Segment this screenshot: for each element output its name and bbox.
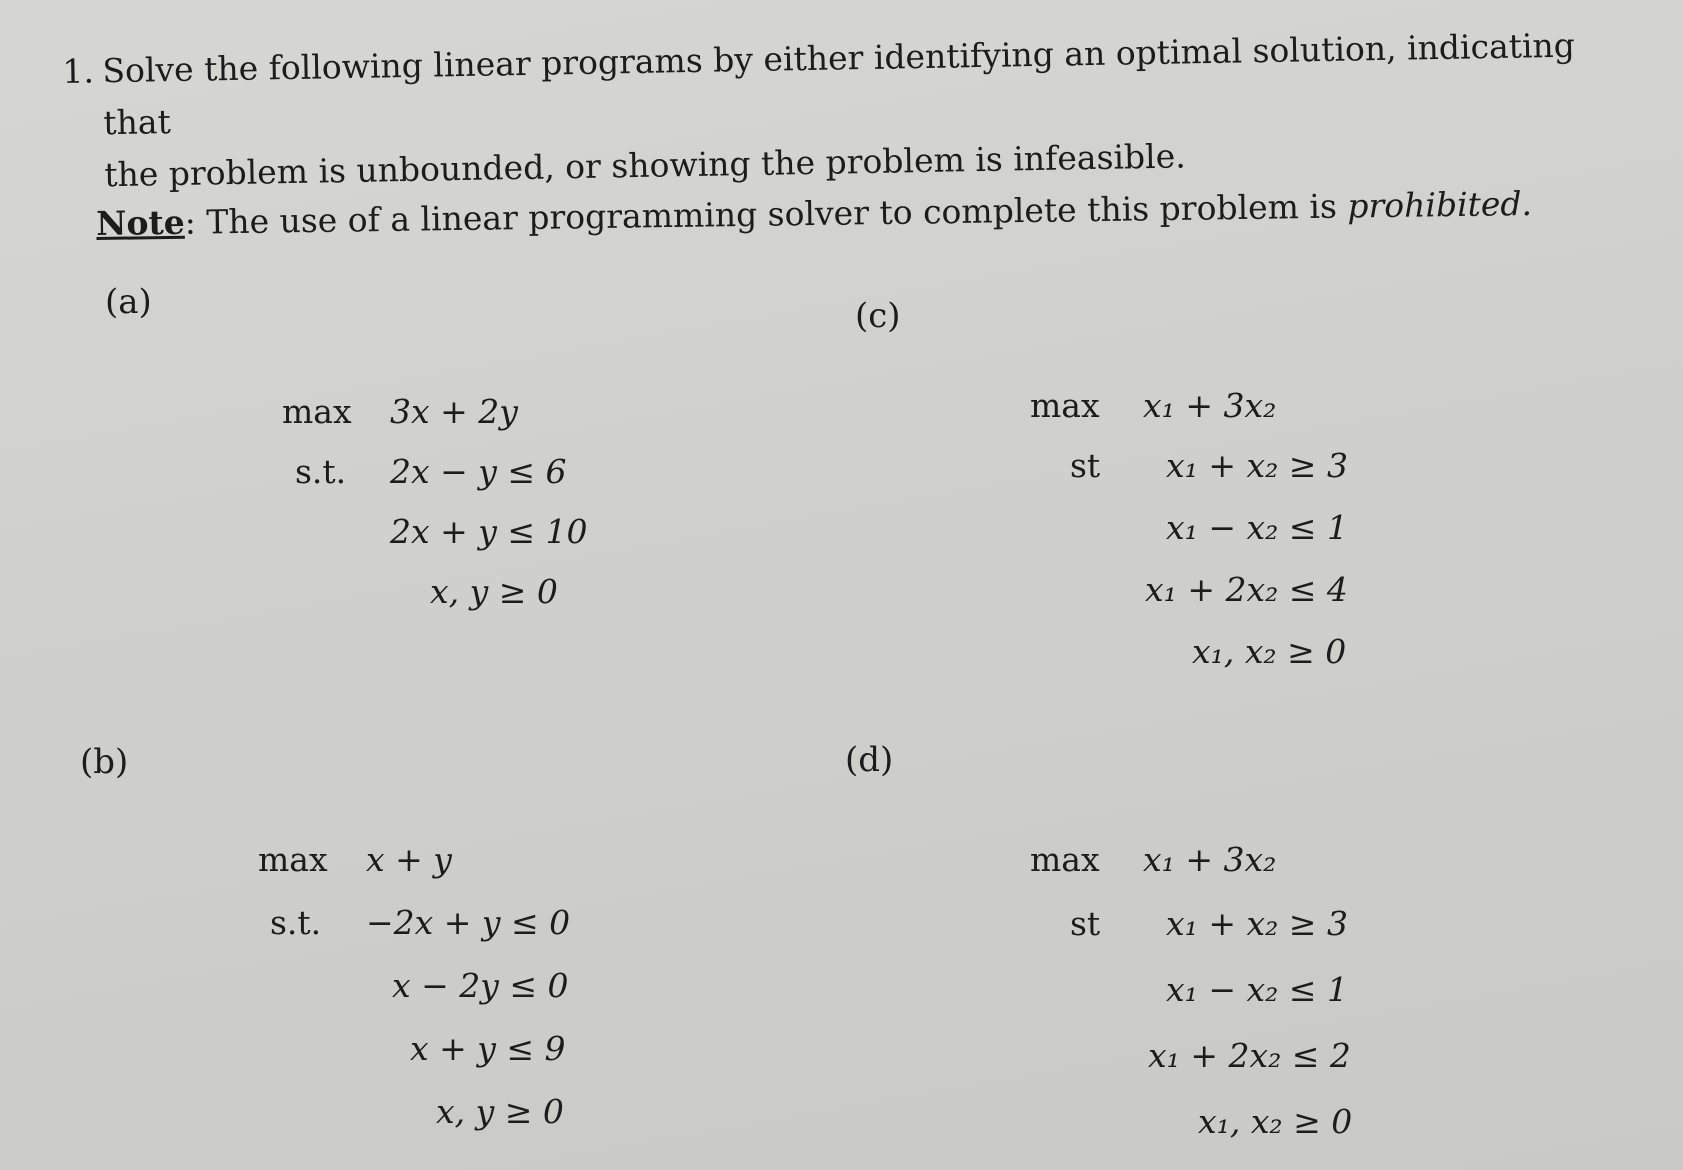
intro-line-1: Solve the following linear programs by either identifying an optimal solution, indicating that xyxy=(102,25,1576,143)
part-d-constraint-2: x₁ − x₂ ≤ 1 xyxy=(1166,970,1348,1009)
part-c-constraint-1: x₁ + x₂ ≥ 3 xyxy=(1166,446,1348,485)
part-c-constraint-2: x₁ − x₂ ≤ 1 xyxy=(1166,508,1348,547)
problem-number: 1. xyxy=(62,51,95,91)
problem-intro xyxy=(62,19,1604,202)
part-b-constraint-4: x, y ≥ 0 xyxy=(436,1092,564,1131)
part-c-max-keyword: max xyxy=(1030,386,1100,425)
part-b-constraint-3: x + y ≤ 9 xyxy=(410,1029,566,1068)
part-a-constraint-2: 2x + y ≤ 10 xyxy=(390,512,588,551)
part-a-constraint-3: x, y ≥ 0 xyxy=(430,572,558,611)
part-c-objective: x₁ + 3x₂ xyxy=(1143,386,1277,425)
part-b-constraint-2: x − 2y ≤ 0 xyxy=(392,966,569,1005)
part-d-constraint-3: x₁ + 2x₂ ≤ 2 xyxy=(1148,1036,1351,1075)
part-a-constraint-1: 2x − y ≤ 6 xyxy=(390,452,567,491)
part-a-objective: 3x + 2y xyxy=(390,392,518,431)
part-c-st-keyword: st xyxy=(1070,446,1101,485)
part-b-objective: x + y xyxy=(366,840,452,879)
part-d-constraint-4: x₁, x₂ ≥ 0 xyxy=(1198,1102,1353,1141)
note-label: Note xyxy=(96,202,185,243)
part-d-objective: x₁ + 3x₂ xyxy=(1143,840,1277,879)
part-d-st-keyword: st xyxy=(1070,904,1101,943)
part-c-constraint-4: x₁, x₂ ≥ 0 xyxy=(1192,632,1347,671)
note-text: The use of a linear programming solver to complete this problem is xyxy=(195,186,1348,242)
part-d-constraint-1: x₁ + x₂ ≥ 3 xyxy=(1166,904,1348,943)
part-b-max-keyword: max xyxy=(258,840,328,879)
intro-line-2: the problem is unbounded, or showing the problem is infeasible. xyxy=(103,136,1187,195)
part-b-constraint-1: −2x + y ≤ 0 xyxy=(366,903,571,942)
part-a-st-keyword: s.t. xyxy=(295,452,347,491)
part-a-max-keyword: max xyxy=(282,392,352,431)
part-a-label: (a) xyxy=(105,282,152,322)
part-d-max-keyword: max xyxy=(1030,840,1100,879)
part-d-label: (d) xyxy=(845,740,894,780)
note-emphasis: prohibited. xyxy=(1347,183,1533,226)
part-c-label: (c) xyxy=(855,296,901,336)
note-colon: : xyxy=(184,202,197,242)
part-c-constraint-3: x₁ + 2x₂ ≤ 4 xyxy=(1145,570,1348,609)
part-b-st-keyword: s.t. xyxy=(270,903,322,942)
part-b-label: (b) xyxy=(80,742,129,782)
